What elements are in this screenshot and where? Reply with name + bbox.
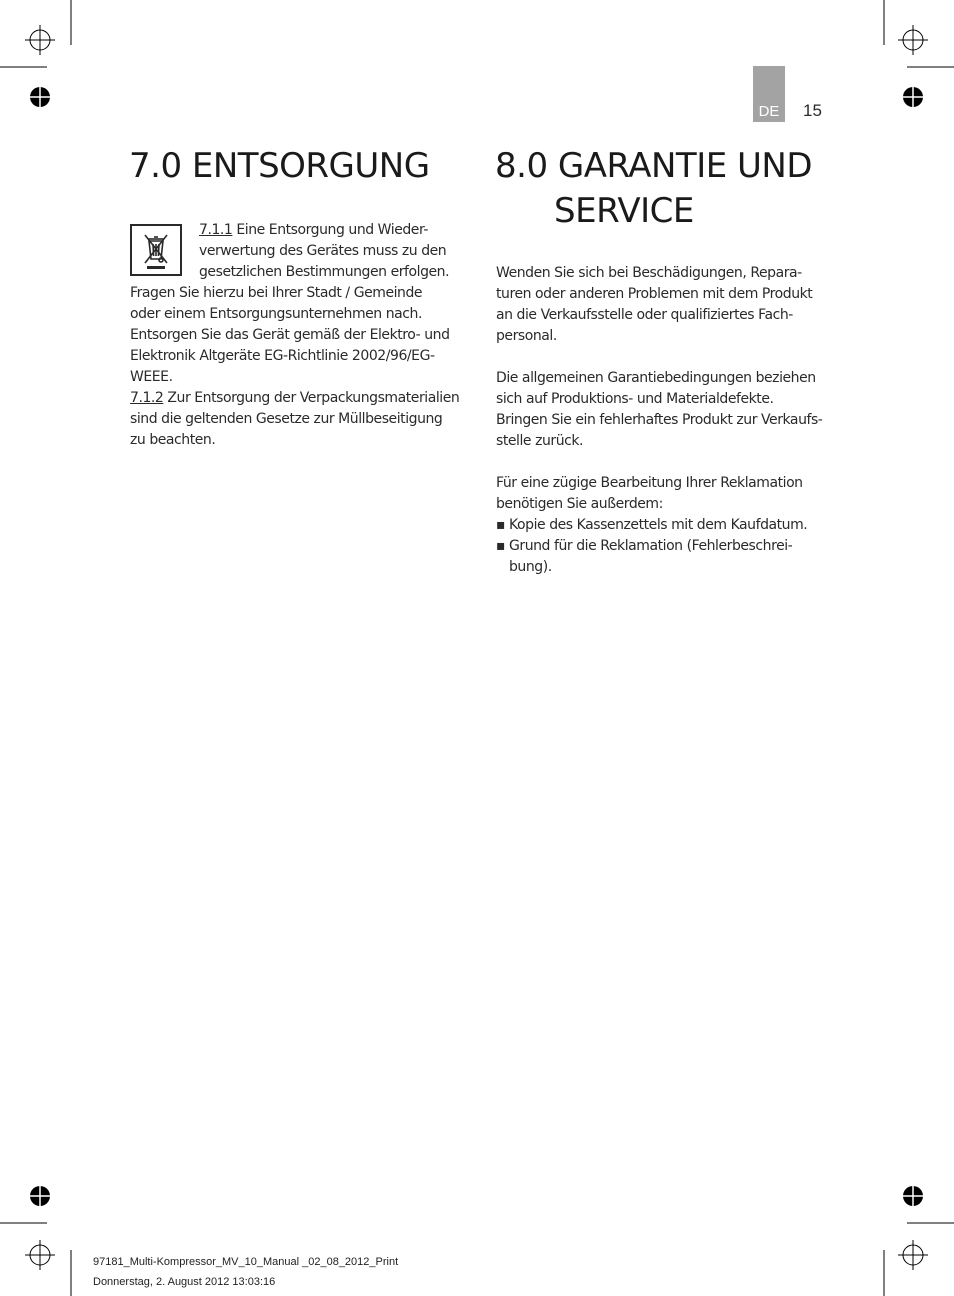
text-line: 7.1.2 Zur Entsorgung der Verpackungsmaterialien (130, 390, 460, 406)
language-tab (753, 66, 785, 122)
section-ref-7-1-1: 7.1.1 (199, 222, 233, 238)
text-line: Elektronik Altgeräte EG-Richtlinie 2002/96/EG- (130, 348, 435, 364)
list-item: ▪ Grund für die Reklamation (Fehlerbeschrei- (496, 536, 836, 557)
section-ref-7-1-2: 7.1.2 (130, 390, 164, 406)
section-heading-warranty (495, 144, 812, 234)
section-heading-disposal: 7.0 ENTSORGUNG (129, 146, 430, 186)
print-filename: 97181_Multi-Kompressor_MV_10_Manual _02_08_2012_Print (93, 1256, 399, 1268)
text-line: Fragen Sie hierzu bei Ihrer Stadt / Gemeinde (130, 285, 423, 301)
list-item: ▪ Kopie des Kassenzettels mit dem Kaufdatum. (496, 515, 836, 536)
disposal-text (130, 220, 470, 451)
page-number: 15 (803, 101, 822, 120)
list-item-continuation: bung). (509, 559, 552, 575)
text-line: Die allgemeinen Garantiebedingungen beziehen (496, 370, 816, 386)
text-line: Bringen Sie ein fehlerhaftes Produkt zur Verkaufs- (496, 412, 823, 428)
text-line: Entsorgen Sie das Gerät gemäß der Elektro- und (130, 327, 450, 343)
text-line: benötigen Sie außerdem: (496, 496, 663, 512)
text-line: zu beachten. (130, 432, 216, 448)
heading-line-2: SERVICE (554, 191, 694, 231)
text-line: gesetzlichen Bestimmungen erfolgen. (199, 264, 450, 280)
text-line: turen oder anderen Problemen mit dem Produkt (496, 286, 813, 302)
text-line: Für eine zügige Bearbeitung Ihrer Reklamation (496, 475, 803, 491)
text-line: an die Verkaufsstelle oder qualifiziertes Fach- (496, 307, 793, 323)
text-line: verwertung des Gerätes muss zu den (199, 243, 447, 259)
text-line: stelle zurück. (496, 433, 584, 449)
language-label: DE (758, 103, 780, 120)
text-line: oder einem Entsorgungsunternehmen nach. (130, 306, 422, 322)
bullet-icon: ▪ (496, 538, 506, 554)
text-line: personal. (496, 328, 557, 344)
text-line: Wenden Sie sich bei Beschädigungen, Repara- (496, 265, 802, 281)
text-line: sich auf Produktions- und Materialdefekte. (496, 391, 774, 407)
text-line: 7.1.1 Eine Entsorgung und Wieder- (199, 222, 428, 238)
print-timestamp: Donnerstag, 2. August 2012 13:03:16 (93, 1276, 276, 1288)
bullet-icon: ▪ (496, 517, 506, 533)
text-line: WEEE. (130, 369, 173, 385)
text-line: sind die geltenden Gesetze zur Müllbeseitigung (130, 411, 443, 427)
warranty-text (496, 263, 836, 578)
heading-line-1: 8.0 GARANTIE UND (495, 146, 813, 186)
